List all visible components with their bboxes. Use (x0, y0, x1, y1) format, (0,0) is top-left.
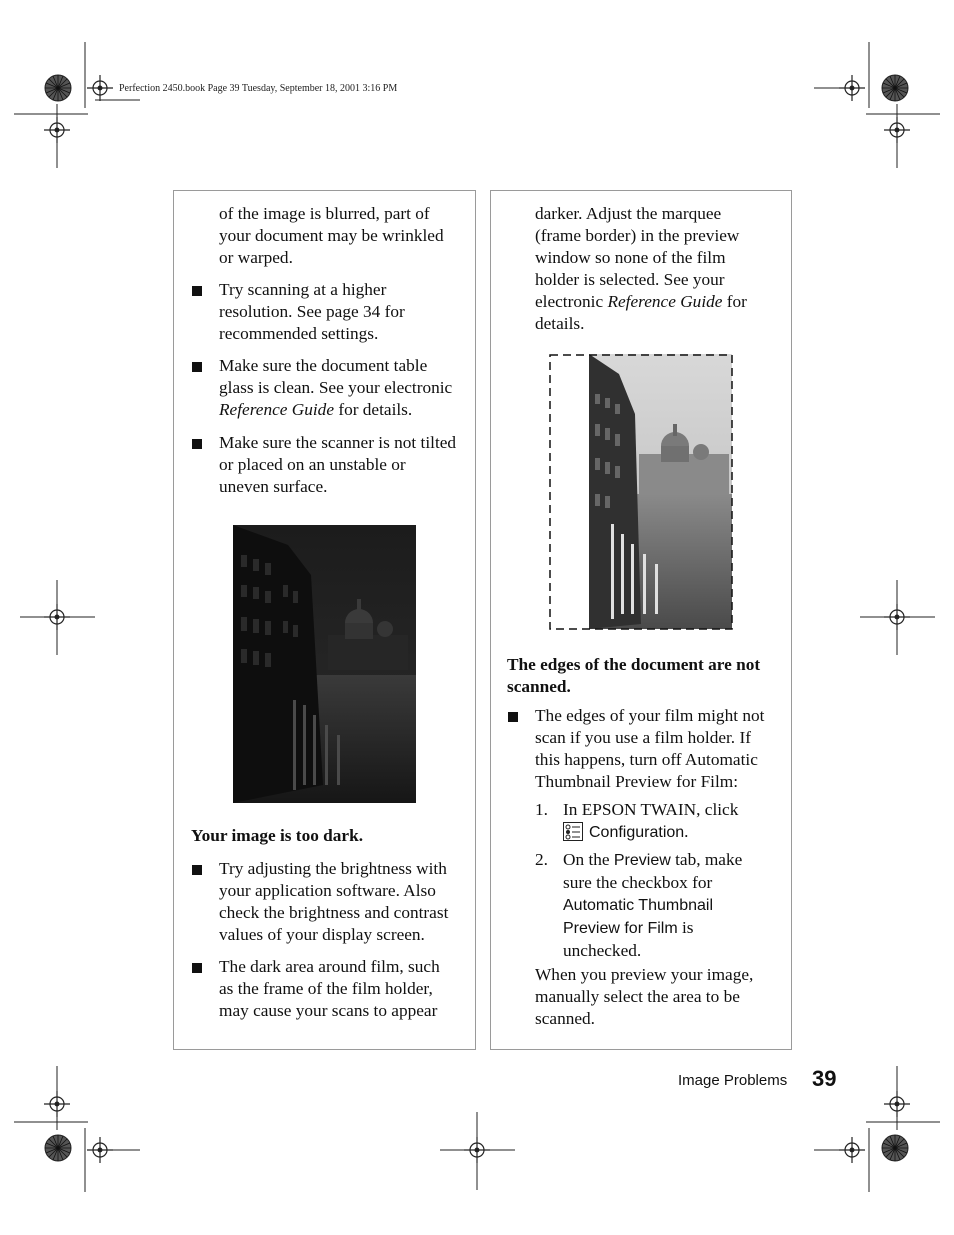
bullet-icon (508, 712, 518, 722)
tip-clean-glass: Make sure the document table glass is clean. See your electronic Reference Guide for details. (219, 356, 453, 419)
step-1-text: In EPSON TWAIN, click Configuration. (563, 800, 739, 841)
bullet-icon (192, 439, 202, 449)
step-1-number: 1. (535, 800, 548, 819)
left-intro-text: of the image is blurred, part of your document may be wrinkled or warped. (219, 204, 444, 267)
preview-marquee-photo (549, 354, 733, 630)
tip-higher-resolution: Try scanning at a higher resolution. See page 34 for recommended settings. (219, 280, 405, 343)
tip-adjust-brightness: Try adjusting the brightness with your application software. Also check the brightness and contrast values of your display screen. (219, 859, 449, 944)
step-2-number: 2. (535, 850, 548, 869)
section-heading-too-dark: Your image is too dark. (191, 826, 364, 845)
bullet-icon (192, 362, 202, 372)
tip-film-dark-area: The dark area around film, such as the frame of the film holder, may cause your scans to appear (219, 957, 440, 1020)
right-intro-text: darker. Adjust the marquee (frame border) in the preview window so none of the film holder is selected. See your electronic Reference Guide for details. (535, 204, 747, 333)
section-heading-edges-not-scanned: The edges of the document are not scanned. (507, 655, 761, 696)
configuration-icon (563, 822, 583, 841)
step-2-text: On the Preview tab, make sure the checkbox for Automatic Thumbnail Preview for Film is unchecked. (563, 850, 743, 960)
bullet-icon (192, 286, 202, 296)
tip-film-edges: The edges of your film might not scan if you use a film holder. If this happens, turn off Automatic Thumbnail Preview for Film: (535, 706, 765, 791)
bullet-icon (192, 865, 202, 875)
page-number: 39 (812, 1066, 837, 1091)
dark-scan-photo (233, 525, 416, 803)
footer-section-title: Image Problems (678, 1072, 788, 1089)
closing-text: When you preview your image, manually select the area to be scanned. (535, 965, 754, 1028)
bullet-icon (192, 963, 202, 973)
file-header: Perfection 2450.book Page 39 Tuesday, September 18, 2001 3:16 PM (119, 83, 398, 94)
tip-stable-surface: Make sure the scanner is not tilted or placed on an unstable or uneven surface. (219, 433, 457, 496)
